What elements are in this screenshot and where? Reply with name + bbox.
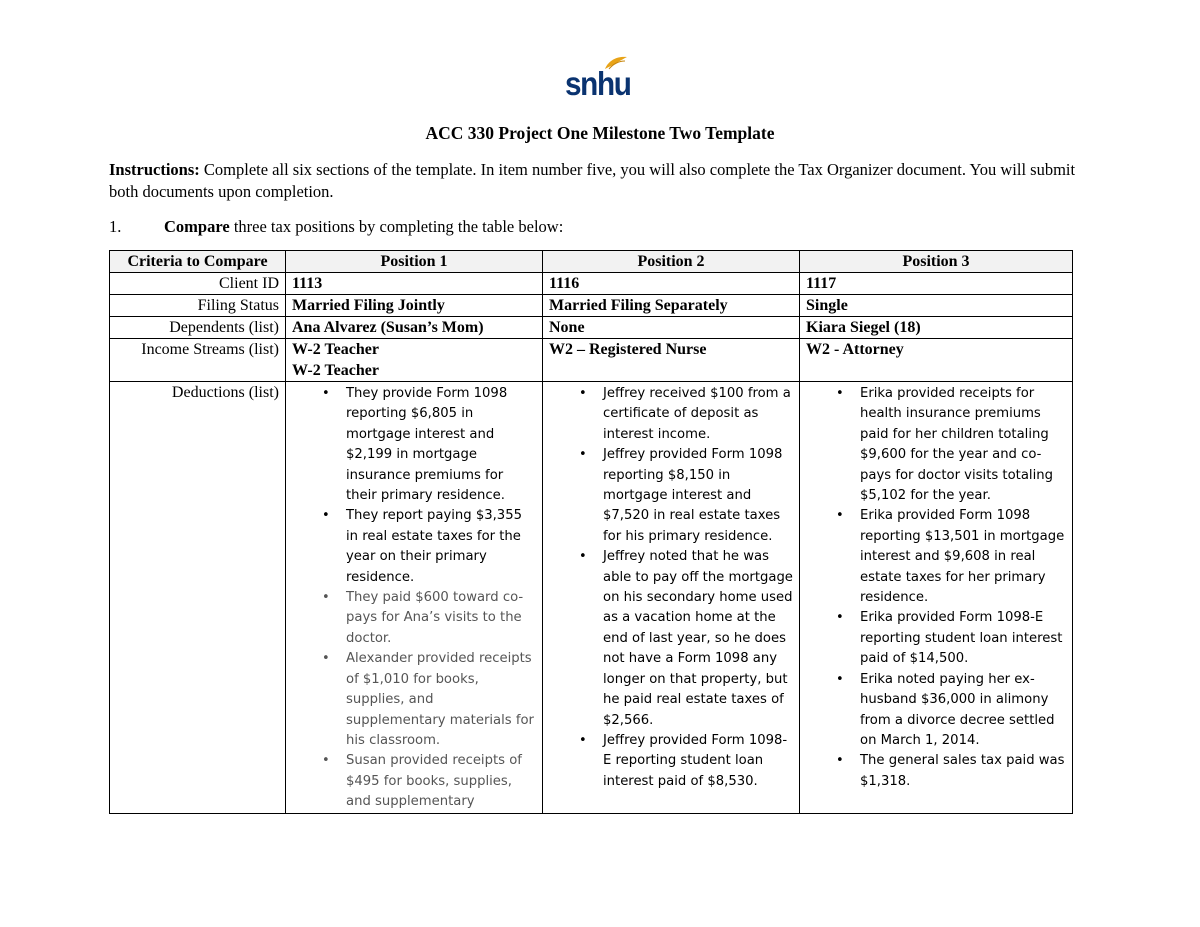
deductions-p2-list bbox=[543, 384, 799, 792]
instructions-text: Complete all six sections of the template. In item number five, you will also complete the Tax Organizer document. You will submit both documents upon completion. bbox=[109, 160, 1076, 201]
list-item: • The general sales tax paid was $1,318. bbox=[860, 751, 1072, 792]
instructions bbox=[109, 159, 1089, 203]
list-item: • Jeffrey noted that he was able to pay off the mortgage on his secondary home used as a vacation home at the end of last year, so he does not have a Form 1098 any longer on that property, but he paid real estate taxes of $2,566. bbox=[603, 547, 799, 731]
client-id-p1: 1113 bbox=[286, 273, 543, 295]
list-item: • Jeffrey received $100 from a certificate of deposit as interest income. bbox=[603, 384, 799, 445]
label-deductions: Deductions (list) bbox=[110, 382, 286, 814]
item-bold: Compare bbox=[164, 217, 230, 236]
snhu-logo bbox=[565, 55, 635, 103]
item-text: three tax positions by completing the table below: bbox=[233, 217, 564, 236]
client-id-p2: 1116 bbox=[543, 273, 800, 295]
filing-status-p2: Married Filing Separately bbox=[543, 295, 800, 317]
list-item: • They paid $600 toward co-pays for Ana’s visits to the doctor. bbox=[346, 588, 542, 649]
page-title: ACC 330 Project One Milestone Two Template bbox=[425, 123, 775, 143]
income-p1-line-1: W-2 Teacher bbox=[292, 341, 379, 358]
label-filing-status: Filing Status bbox=[110, 295, 286, 317]
label-client-id: Client ID bbox=[110, 273, 286, 295]
filing-status-p1: Married Filing Jointly bbox=[286, 295, 543, 317]
list-item: • Erika provided receipts for health insurance premiums paid for her children totaling $9,600 for the year and co-pays for doctor visits totaling $5,102 for the year. bbox=[860, 384, 1072, 506]
dependents-p3: Kiara Siegel (18) bbox=[800, 317, 1073, 339]
income-p3: W2 - Attorney bbox=[800, 339, 1073, 382]
income-p2: W2 – Registered Nurse bbox=[543, 339, 800, 382]
list-item: • They provide Form 1098 reporting $6,805 in mortgage interest and $2,199 in mortgage insurance premiums for their primary residence. bbox=[346, 384, 542, 506]
list-item: • Alexander provided receipts of $1,010 for books, supplies, and supplementary materials for his classroom. bbox=[346, 649, 542, 751]
income-p1-line-2: W-2 Teacher bbox=[292, 362, 379, 379]
list-item-1 bbox=[109, 216, 563, 238]
label-income: Income Streams (list) bbox=[110, 339, 286, 382]
table-row-client-id bbox=[110, 273, 1073, 295]
table-row-deductions bbox=[110, 382, 1073, 814]
comparison-table bbox=[109, 250, 1073, 814]
dependents-p2: None bbox=[543, 317, 800, 339]
client-id-p3: 1117 bbox=[800, 273, 1073, 295]
label-dependents: Dependents (list) bbox=[110, 317, 286, 339]
list-item: • Jeffrey provided Form 1098 reporting $8,150 in mortgage interest and $7,520 in real estate taxes for his primary residence. bbox=[603, 445, 799, 547]
header-position-3: Position 3 bbox=[800, 251, 1073, 273]
deductions-p1-list bbox=[286, 384, 542, 813]
list-item: • Erika noted paying her ex-husband $36,000 in alimony from a divorce decree settled on March 1, 2014. bbox=[860, 670, 1072, 752]
list-item: • Erika provided Form 1098 reporting $13,501 in mortgage interest and $9,608 in real estate taxes for her primary residence. bbox=[860, 506, 1072, 608]
header-position-1: Position 1 bbox=[286, 251, 543, 273]
list-item: • Susan provided receipts of $495 for books, supplies, and supplementary bbox=[346, 751, 542, 812]
income-p1 bbox=[286, 339, 543, 382]
dependents-p1: Ana Alvarez (Susan’s Mom) bbox=[286, 317, 543, 339]
list-item: • Jeffrey provided Form 1098-E reporting student loan interest paid of $8,530. bbox=[603, 731, 799, 792]
deductions-p1 bbox=[286, 382, 543, 814]
logo-text: snhu bbox=[565, 65, 631, 102]
header-criteria: Criteria to Compare bbox=[110, 251, 286, 273]
filing-status-p3: Single bbox=[800, 295, 1073, 317]
table-row-income bbox=[110, 339, 1073, 382]
deductions-p3-list bbox=[800, 384, 1072, 792]
list-item: • They report paying $3,355 in real estate taxes for the year on their primary residence. bbox=[346, 506, 542, 588]
deductions-p2 bbox=[543, 382, 800, 814]
table-header-row bbox=[110, 251, 1073, 273]
instructions-label: Instructions: bbox=[109, 160, 200, 179]
table-row-filing-status bbox=[110, 295, 1073, 317]
table-row-dependents bbox=[110, 317, 1073, 339]
deductions-p3 bbox=[800, 382, 1073, 814]
item-number: 1. bbox=[109, 217, 122, 236]
list-item: • Erika provided Form 1098-E reporting student loan interest paid of $14,500. bbox=[860, 608, 1072, 669]
header-position-2: Position 2 bbox=[543, 251, 800, 273]
